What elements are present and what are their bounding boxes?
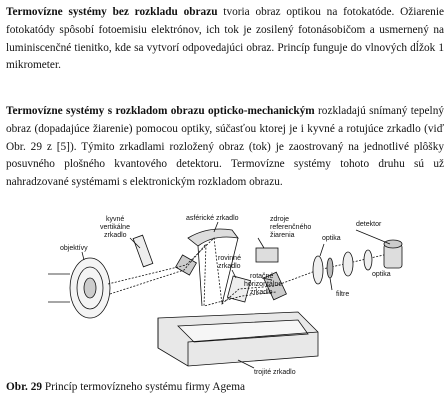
- label-detector: detektor: [356, 221, 382, 228]
- swing-mirror-shape: [133, 235, 153, 267]
- label-optics-1: optika: [322, 235, 341, 242]
- label-filter: filtre: [336, 291, 350, 298]
- optics-lens-1: [313, 256, 323, 284]
- optics-lens-2: [343, 252, 353, 276]
- caption-text: Princíp termovízneho systému firmy Agema: [42, 381, 245, 393]
- label-swing-mirror: kyvné vertikálne zrkadlo: [100, 216, 130, 239]
- filter-shape: [327, 258, 333, 278]
- label-reference-source: zdroje referenčného žiarenia: [270, 216, 312, 239]
- paragraph-opto-mechanical: [6, 103, 444, 192]
- label-optics-2: optika: [372, 271, 391, 278]
- aspheric-mirror-shape: [188, 229, 238, 246]
- paragraph-text: tvoria obraz optikou na fotokatóde. Ožiarenie fotokatódy spôsobí fotoemisiu elektrónov, ich tok je zosilený fotonásobičom a usmernený na luminiscenčné tienitko, kde sa vytvorí odpovedajúci obraz. Princíp funguje do vlnových dĺžok 1 mikrometer.: [6, 6, 444, 72]
- paragraph-heading: Termovízne systémy s rozkladom obrazu opticko-mechanickým: [6, 105, 315, 117]
- label-flat-mirror: rovinné zrkadlo: [218, 255, 241, 270]
- paragraph-no-scan: [6, 4, 444, 75]
- agema-system-diagram: [18, 208, 448, 376]
- label-objective: objektívy: [60, 245, 88, 252]
- label-triple-mirror: trojité zrkadlo: [254, 369, 296, 376]
- label-aspheric-mirror: asférické zrkadlo: [186, 215, 239, 222]
- label-rotating-mirror: rotačné horizontálne zrkadlo: [244, 273, 283, 296]
- figure-caption: [6, 381, 245, 393]
- caption-number: Obr. 29: [6, 381, 42, 393]
- paragraph-text: rozkladajú snímaný tepelný obraz (dopadajúce žiarenie) pomocou optiky, súčasťou ktorej je i kyvné a rotujúce zrkadlo (viď Obr. 29 z [5]). Týmito zrkadlami rozložený obraz (tok) je zaostrovaný na jednotlivé plôšky posuvného plošného kvantového detektoru. Termovízne systémy tohoto druhu sú už nahradzované systémami s elektronickým rozkladom obrazu.: [6, 105, 444, 189]
- paragraph-heading: Termovízne systémy bez rozkladu obrazu: [6, 6, 218, 18]
